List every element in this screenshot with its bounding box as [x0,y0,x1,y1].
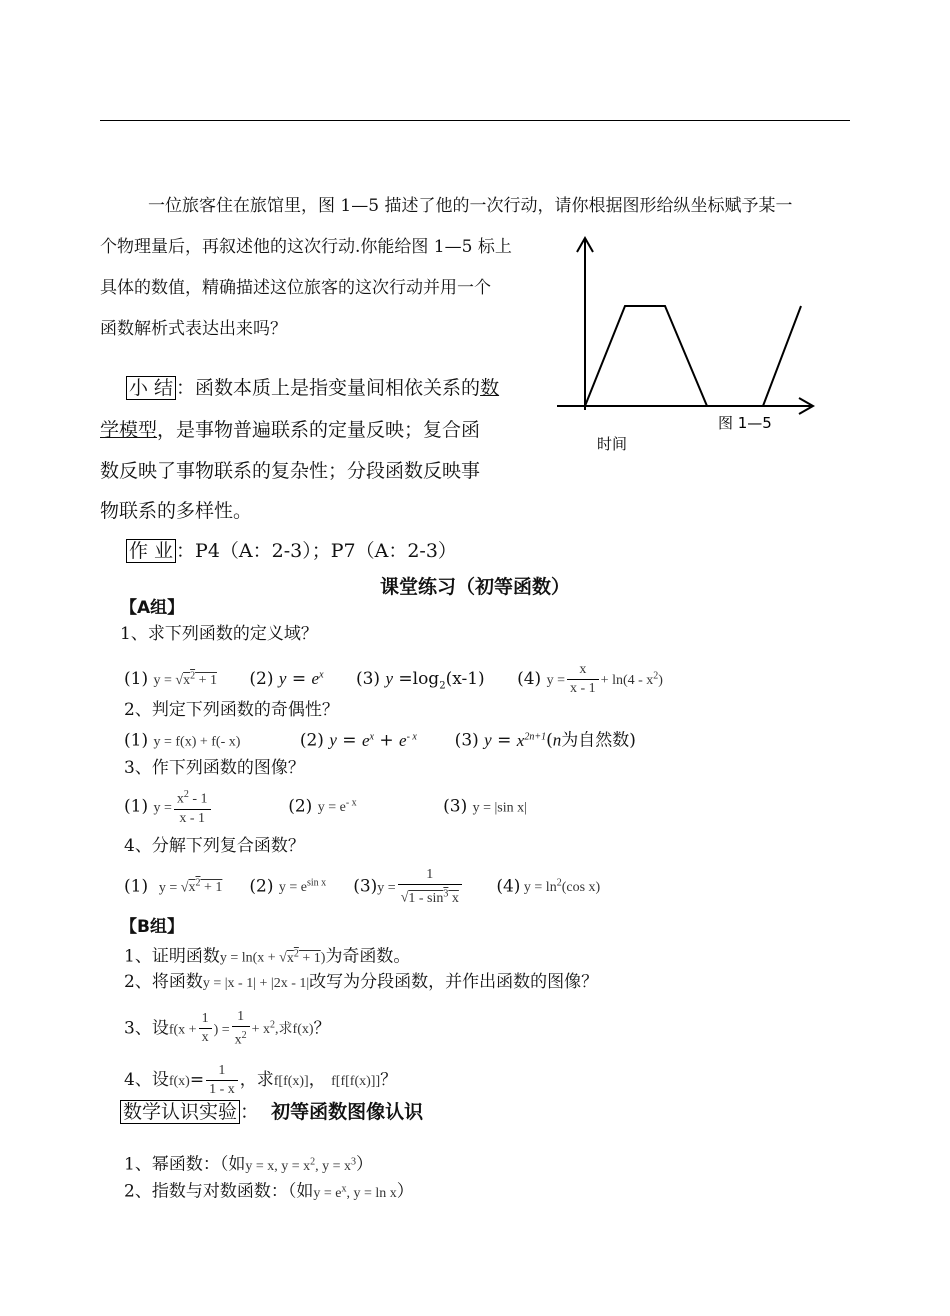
group-a-q3: 3、作下列函数的图像？ [124,758,305,778]
travel-path [585,306,801,406]
group-a-q1: 1、求下列函数的定义域？ [120,624,318,644]
summary-line-2: 学模型，是事物普遍联系的定量反映；复合函 [100,419,481,441]
homework-label: 作 业 [126,539,176,563]
figure-1-5-graph [555,232,825,462]
intro-line-3: 具体的数值，精确描述这位旅客的这次行动并用一个 [100,278,491,298]
group-b-q1: 1、证明函数$y = \ln(x + √x^2 + 1)$为奇函数。 [124,946,411,967]
group-b-header: 【B组】 [120,917,184,937]
header-rule [100,120,850,121]
intro-line-4: 函数解析式表达出来吗？ [100,319,287,339]
homework-line: 作 业 ：P4（A：2-3）；P7（A：2-3） [126,541,457,561]
experiment-label: 数学认识实验 [120,1100,240,1124]
group-a-q3-items: (1) y = $\frac{x^2 - 1}{x - 1}$ (2) $y = e^{- x}$ (3) y = |sin x| [124,786,527,828]
experiment-heading: 数学认识实验 ： 初等函数图像认识 [120,1102,423,1122]
summary-line-1: 小 结 ：函数本质上是指变量间相依关系的数 [126,378,499,398]
group-b-q3: 3、设f(x + $\frac{1}{x}$ ) = $\frac{1}{x^2}$ + $x^2$,求f(x)？ [124,1009,331,1048]
intro-line-1: 一位旅客住在旅馆里，图 1—5 描述了他的一次行动，请你根据图形给纵坐标赋予某一 [148,196,793,216]
group-a-q2: 2、判定下列函数的奇偶性？ [124,700,339,720]
summary-line-3: 数反映了事物联系的复杂性；分段函数反映事 [100,460,481,482]
summary-label: 小 结 [126,376,176,400]
page-title: 课堂练习（初等函数） [379,576,570,598]
group-a-q2-items: (1) y = f(x) + f(- x) (2) $y = e^x + e^{- x}$ (3) $y = x^{2n+1}(n$为自然数) [124,730,636,751]
group-b-q4: 4、设f(x)= $\frac{1}{1 - x}$ ，求f[f(x)]， f[f[f(x)]]？ [124,1063,398,1097]
experiment-item-1: 1、幂函数：（如y = x, $y = x^2$, $y = x^3$） [124,1154,374,1175]
group-a-header: 【A组】 [120,598,185,618]
group-a-q4-items: (1) $y = √x^2 + 1$ (2) $y = e^{sin x}$ (3)y = $\frac{1}{√1 - \sin^3 x}$ (4) $y = \ln^2(\cos$ x) [124,867,601,906]
group-b-q2: 2、将函数y = |x - 1| + |2x - 1|改写为分段函数，并作出函数的图像？ [124,972,599,992]
summary-line-4: 物联系的多样性。 [100,500,253,522]
group-a-q1-items: (1) $y = √x^2 + 1$ (2) $y = e^x$ (3) $y =\log_2(x-1)$ (4) y = $\frac{x}{x - 1}$ + $\ln(4 - x^2)$ [124,662,663,696]
group-a-q4: 4、分解下列复合函数？ [124,836,305,856]
intro-line-2: 个物理量后，再叙述他的这次行动.你能给图 1—5 标上 [100,237,512,257]
x-axis-label: 时间 [597,435,628,453]
experiment-title: 初等函数图像认识 [271,1101,424,1123]
figure-caption: 图 1—5 [718,414,772,432]
experiment-item-2: 2、指数与对数函数：（如$y = e^x$, y = ln x） [124,1181,414,1202]
